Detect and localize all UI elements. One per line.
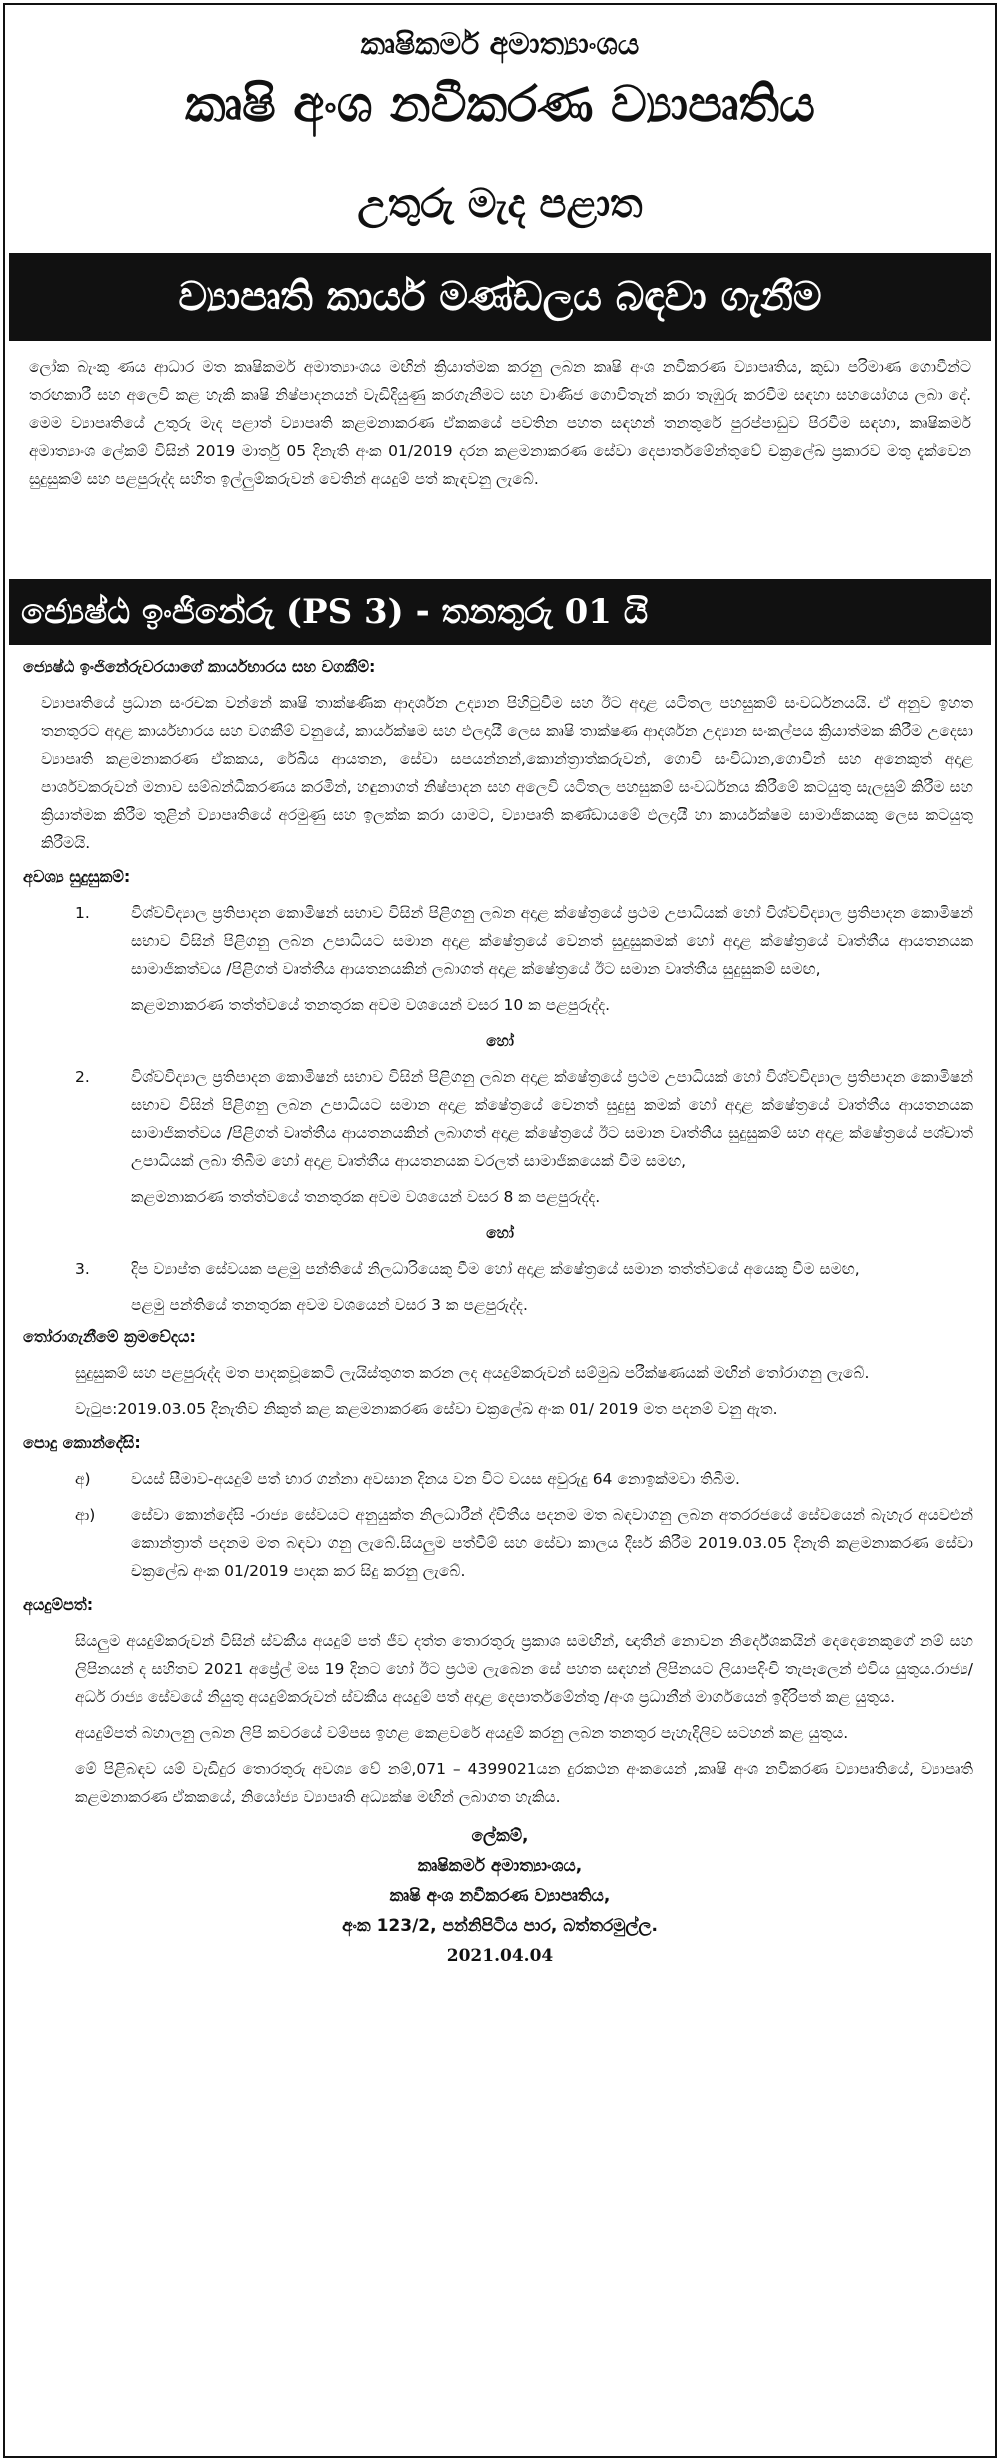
qualification-experience: කළමනාකරණ තත්ත්වයේ තනතුරක අවම වශයෙන් වසර 8 ක පළපුරුද්ද. <box>131 1188 601 1206</box>
advertisement-page <box>3 3 997 2458</box>
posts-count: 01 <box>564 592 612 632</box>
condition-text: සේවා කොන්දේසි -රාජ්‍ය සේවයට අනුයුක්ත නිලධාරීන් ද්විතීය පදනම මත බඳවාගනු ලබන අතරරජයේ සේවයෙන් බැහැර අයවළුන් කොන්ත්‍රාත් පදනම මත බඳවා ගනු ලැබේ.සියලුම පත්වීම් සහ සේවා කාලය දීර්ඝ කිරීම 2019.03.05 දිනැති කළමනාකරණ සේවා චක්‍රලේඛ අංක 01/2019 පාදක කර සිදු කරනු ලැබේ. <box>131 1506 973 1580</box>
signature-address: අංක 123/2, පන්නිපිටිය පාර, බත්තරමුල්ල. <box>342 1916 658 1936</box>
qualification-experience: පළමු පන්තියේ තනතුරක අවම වශයෙන් වසර 3 ක පළපුරුද්ද. <box>131 1296 528 1314</box>
recruitment-banner <box>9 253 991 341</box>
condition-item <box>5 1465 995 1493</box>
qualifications-section <box>5 857 995 1319</box>
qualification-item <box>5 1255 995 1283</box>
qualification-number: 3. <box>75 1260 90 1278</box>
signature-block <box>5 1811 995 1971</box>
posts-suffix: යි <box>623 592 649 632</box>
position-banner <box>9 579 991 645</box>
province-name: උතුරු මැද පළාත <box>357 181 643 227</box>
signature-title: ලේකම්, <box>471 1826 529 1846</box>
signature-date: 2021.04.04 <box>446 1946 554 1966</box>
conditions-section <box>5 1423 995 1585</box>
envelope-text: අයදුම්පත් බහාලනු ලබන ලිපි කවරයේ වම්පස ඉහළ කෙළවරේ අයදුම් කරනු ලබන තනතුර පැහැදිලිව සටහන් කළ යුතුය. <box>75 1724 849 1742</box>
intro-paragraph: ලෝක බැංකු ණය ආධාර මත කෘෂිකර්ම අමාත්‍යාංශය මඟින් ක්‍රියාත්මක කරනු ලබන කෘෂි අංශ නවීකරණ ව්‍යාපෘතිය, කුඩා පරිමාණ ගොවීන්ට තරඟකාරී සහ අලෙවි කළ හැකි කෘෂි නිෂ්පාදනයන් වැඩිදියුණු කරගැනීමට සහ වාණිජ ගොවිතැන් කරා තැඹුරු කරවීම සඳහා සහයෝගය ලබා දේ. මෙම ව්‍යාපෘතියේ උතුරු මැද පළාත් ව්‍යාපෘති කළමනාකරණ ඒකකයේ පවතින පහත සඳහන් තනතුරේ පුරප්පාඩුව පිරවීම සඳහා, කෘෂිකර්ම අමාත්‍යාංශ ලේකම් විසින් 2019 මාර්තු 05 දිනැති අංක 01/2019 දරන කළමනාකරණ සේවා දෙපාර්තමේන්තුවේ චක්‍රලේඛ ප්‍රකාරව මතු දැක්වෙන සුදුසුකම් සහ පළපුරුද්ද සහිත ඉල්ලුම්කරුවන් වෙතින් අයදුම් පත් කැඳවනු ලැබේ. <box>29 358 971 488</box>
condition-number: ආ) <box>75 1506 96 1524</box>
qualifications-heading: අවශ්‍ය සුදුසුකම්: <box>23 867 131 886</box>
qualification-item <box>5 1063 995 1175</box>
qualification-experience: කළමනාකරණ තත්ත්වයේ තනතුරක අවම වශයෙන් වසර 10 ක පළපුරුද්ද. <box>131 996 611 1014</box>
selection-section <box>5 1319 995 1423</box>
duties-heading: ජ්‍යෙෂ්ඨ ඉංජිනේරුවරයාගේ කාර්යභාරය සහ වගකීම්: <box>23 657 376 676</box>
duties-text: ව්‍යාපෘතියේ ප්‍රධාන සංරචක වන්නේ කෘෂි තාක්ෂණික ආදර්ශන උද්‍යාන පිහිටුවීම සහ ඊට අදාළ යටිතල පහසුකම් සංවර්ධනයයි. ඒ අනුව ඉහත තනතුරට අදාළ කාර්යභාරය සහ වගකීම් වනුයේ, කාර්යක්ෂම සහ ඵලදායී ලෙස කෘෂි තාක්ෂණ ආදර්ශන උද්‍යාන සංකල්පය ක්‍රියාත්මක කිරීම උදෙසා ව්‍යාපෘති කළමනාකරණ ඒකකය, රේඛීය ආයතන, සේවා සපයන්නන්,කොන්ත්‍රාත්කරුවන්, ගොවි සංවිධාන,ගොවීන් සහ අනෙකුත් අදාළ පාර්ශවකරුවන් මනාව සම්බන්ධීකරණය කරමින්, හඳුනාගත් නිෂ්පාදන සහ අලෙවි යටිතල පහසුකම් සංවර්ධනය කිරීමේ කටයුතු සැලසුම් කිරීම සහ ක්‍රියාත්මක කිරීම තුළින් ව්‍යාපෘතියේ අරමුණු සහ ඉලක්ක කරා යාමට, ව්‍යාපෘති කණ්ඩායමේ ඵලදායී හා කාර්යක්ෂම සාමාජිකයකු ලෙස කටයුතු කිරීමයි. <box>41 694 973 852</box>
qualification-text: විශ්වවිද්‍යාල ප්‍රතිපාදන කොමිෂන් සභාව විසින් පිළිගනු ලබන අදාළ ක්ෂේත්‍රයේ ප්‍රථම උපාධියක් හෝ විශ්වවිද්‍යාල ප්‍රතිපාදන කොමිෂන් සභාව විසින් පිළිගනු ලබන උපාධියට සමාන අදාළ ක්ෂේත්‍රයේ වෙනත් සුදුසු කමක් හෝ අදාළ ක්ෂේත්‍රයේ වෘත්තීය ආයතනයක සාමාජිකත්වය /පිළිගත් වෘත්තීය ආයතනයකින් ලබාගත් අදාළ ක්ෂේත්‍රයේ ඊට සමාන වෘත්තීය සුදුසුකම් සහ අදාළ ක්ෂේත්‍රයේ පශ්චාත් උපාධියක් ලබා තිබීම හෝ අදාළ වෘත්තීය ආයතනයක වරලත් සාමාජිකයෙක් වීම සමඟ, <box>131 1068 973 1170</box>
position-title: ජ්‍යෙෂ්ඨ ඉංජිනේරු <box>21 592 275 632</box>
qualification-number: 2. <box>75 1068 90 1086</box>
posts-label: තනතුරු <box>441 592 553 632</box>
selection-text: සුදුසුකම් සහ පළපුරුද්ද මත පාදකවූකෙටි ලැයිස්තුගත කරන ලද අයදුම්කරුවන් සම්මුඛ පරීක්ෂණයක් මඟින් තෝරාගනු ලැබේ. <box>75 1364 870 1382</box>
or-label: හෝ <box>486 1224 514 1242</box>
qualification-number: 1. <box>75 904 90 922</box>
condition-number: අ) <box>75 1470 91 1488</box>
application-text: සියලුම අයදුම්කරුවන් විසින් ස්වකීය අයදුම් පත් ජීව දත්ත තොරතුරු ප්‍රකාශ සමඟින්, ඥාතීන් නොවන නිර්දේශකයින් දෙදෙනෙකුගේ නම් සහ ලිපිනයන් ද සහිතව 2021 අප්‍රේල් මස 19 දිනට හෝ ඊට ප්‍රථම ලැබෙන සේ පහත සඳහන් ලිපිනයට ලියාපදිංචි තැපෑලෙන් එවිය යුතුය.රාජ්‍ය/අර්ධ රාජ්‍ය සේවයේ නියුතු අයදුම්කරුවන් ස්වකීය අයදුම් පත් අදාළ දෙපාර්තමේන්තු /අංශ ප්‍රධානීන් මාර්ගයෙන් ඉදිරිපත් කළ යුතුය. <box>75 1632 973 1706</box>
contact-text: මේ පිළිබඳව යම් වැඩිදුර තොරතුරු අවශ්‍ය වේ නම්,071 – 4399021යන දුරකථන අංකයෙන් ,කෘෂි අංශ නවීකරණ ව්‍යාපෘතියේ, ව්‍යාපෘති කළමනාකරණ ඒකකයේ, නියෝජ්‍ය ව්‍යාපෘති අධ්‍යක්ෂ මඟින් ලබාගත හැකිය. <box>75 1760 973 1806</box>
condition-item <box>5 1501 995 1585</box>
salary-text: වැටුප:2019.03.05 දිනැතිව නිකුත් කළ කළමනාකරණ සේවා චක්‍රලේඛ අංක 01/ 2019 මත පදනම් වනු ඇත. <box>75 1400 778 1418</box>
condition-text: වයස් සීමාව-අයදුම් පත් භාර ගන්නා අවසාන දිනය වන විට වයස අවුරුදු 64 නොඉක්මවා තිබීම. <box>131 1470 740 1488</box>
qualification-item <box>5 899 995 983</box>
project-name: කෘෂි අංශ නවීකරණ ව්‍යාපෘතිය <box>185 75 815 133</box>
position-grade: (PS 3) <box>285 592 404 632</box>
selection-heading: තෝරාගැනීමේ ක්‍රමවේදය: <box>23 1327 196 1346</box>
duties-section <box>5 645 995 857</box>
ministry-name: කෘෂිකර්ම අමාත්‍යාංශය <box>360 27 640 62</box>
conditions-heading: පොදු කොන්දේසි: <box>23 1433 141 1452</box>
qualification-text: දිප ව්‍යාප්ත සේවයක පළමු පන්තියේ නිලධාරියෙකු වීම හෝ අදාළ ක්ෂේත්‍රයේ සමාන තත්ත්වයේ අයෙකු වීම සමඟ, <box>131 1260 860 1278</box>
qualification-text: විශ්වවිද්‍යාල ප්‍රතිපාදන කොමිෂන් සභාව විසින් පිළිගනු ලබන අදාළ ක්ෂේත්‍රයේ ප්‍රථම උපාධියක් හෝ විශ්වවිද්‍යාල ප්‍රතිපාදන කොමිෂන් සභාව විසින් පිළිගනු ලබන උපාධියට සමාන අදාළ ක්ෂේත්‍රයේ වෙනත් සුදුසුකමක් හෝ අදාළ ක්ෂේත්‍රයේ වෘත්තීය ආයතනයක සාමාජිකත්වය /පිළිගත් වෘත්තීය ආයතනයකින් ලබාගත් අදාළ ක්ෂේත්‍රයේ ඊට සමාන වෘත්තීය සුදුසුකම් සමඟ, <box>131 904 973 978</box>
signature-ministry: කෘෂිකර්ම අමාත්‍යාංශය, <box>417 1856 583 1876</box>
position-dash: - <box>415 592 430 632</box>
signature-project: කෘෂි අංශ නවීකරණ ව්‍යාපෘතිය, <box>389 1886 611 1906</box>
recruitment-title: ව්‍යාපෘති කාර්ය මණ්ඩලය බඳවා ගැනීම <box>178 274 822 320</box>
or-label: හෝ <box>486 1032 514 1050</box>
application-section <box>5 1585 995 1811</box>
application-heading: අයදුම්පත්: <box>23 1595 94 1614</box>
